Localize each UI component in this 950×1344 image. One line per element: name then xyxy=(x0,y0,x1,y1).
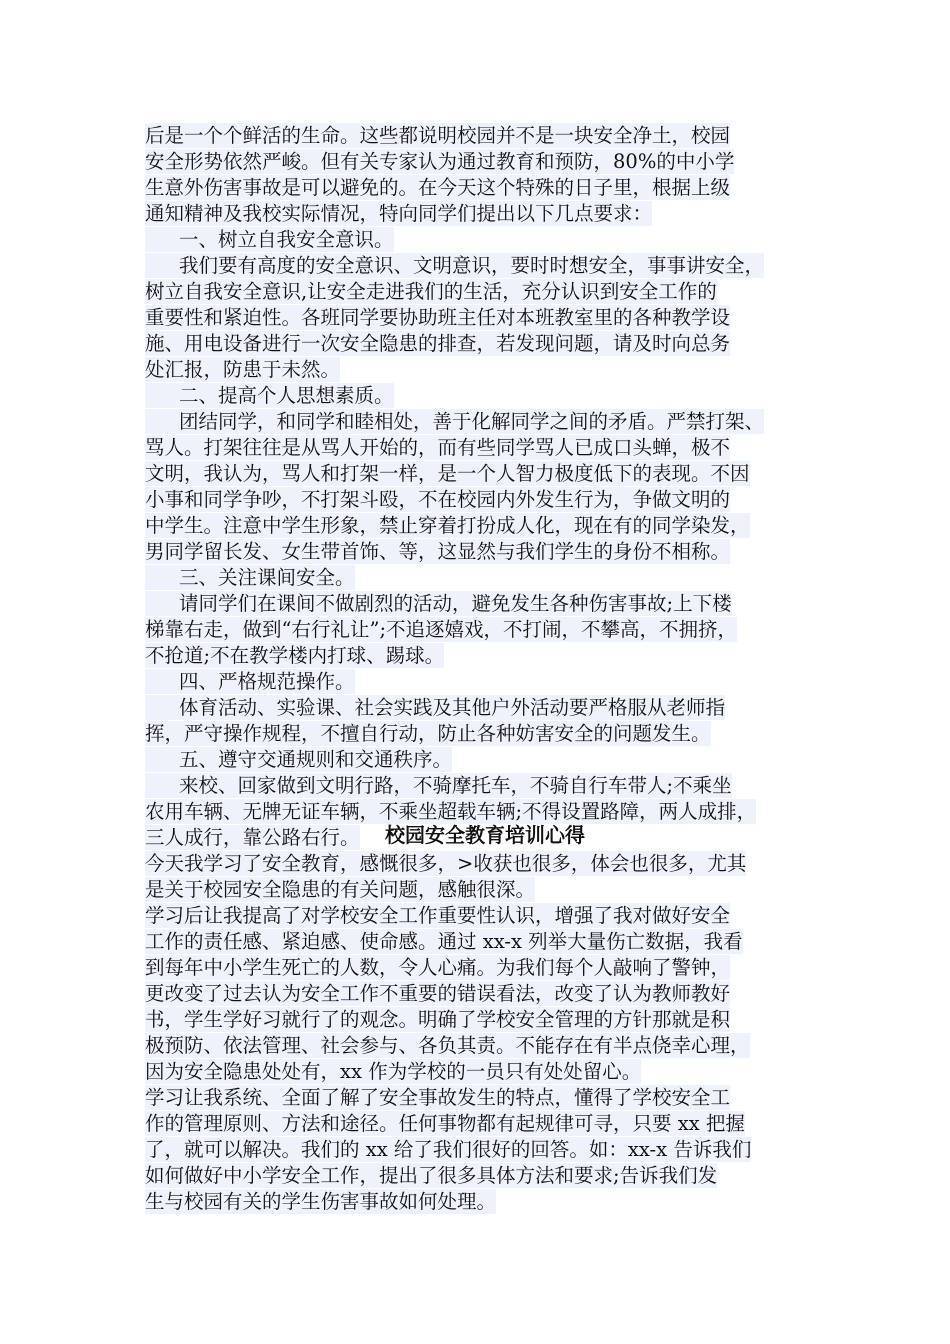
section-heading: 四、严格规范操作。 xyxy=(145,669,355,694)
body-line: 树立自我安全意识,让安全走进我们的生活，充分认识到安全工作的 xyxy=(145,280,717,303)
body-line: 生与校园有关的学生伤害事故如何处理。 xyxy=(145,1190,497,1213)
body-line: 极预防、依法管理、社会参与、各负其责。不能存在有半点侥幸心理， xyxy=(145,1034,750,1057)
body-line: 学习让我系统、全面了解了安全事故发生的特点，懂得了学校安全工 xyxy=(145,1086,731,1109)
body-line: 文明，我认为，骂人和打架一样，是一个人智力极度低下的表现。不因 xyxy=(145,462,750,485)
body-line: 作的管理原则、方法和途径。任何事物都有起规律可寻，只要 xx 把握 xyxy=(145,1112,745,1135)
section-heading: 一、树立自我安全意识。 xyxy=(145,227,394,252)
body-line: 施、用电设备进行一次安全隐患的排查，若发现问题，请及时向总务 xyxy=(145,332,731,355)
body-line: 如何做好中小学安全工作，提出了很多具体方法和要求;告诉我们发 xyxy=(145,1164,718,1187)
body-line: 安全形势依然严峻。但有关专家认为通过教育和预防，80%的中小学 xyxy=(145,150,735,173)
body-line: 工作的责任感、紧迫感、使命感。通过 xx-x 列举大量伤亡数据，我看 xyxy=(145,930,743,953)
section-heading: 二、提高个人思想素质。 xyxy=(145,383,394,408)
section-heading: 三、关注课间安全。 xyxy=(145,565,355,590)
body-line: 来校、回家做到文明行路，不骑摩托车，不骑自行车带人;不乘坐 xyxy=(145,773,732,798)
document-title: 校园安全教育培训心得 xyxy=(385,823,585,847)
body-line: 是关于校园安全隐患的有关问题，感触很深。 xyxy=(145,878,536,901)
body-line: 重要性和紧迫性。各班同学要协助班主任对本班教室里的各种教学设 xyxy=(145,306,731,329)
body-line: 请同学们在课间不做剧烈的活动，避免发生各种伤害事故;上下楼 xyxy=(145,591,732,616)
body-line: 骂人。打架往往是从骂人开始的，而有些同学骂人已成口头蝉，极不 xyxy=(145,436,731,459)
body-line: 书，学生学好习就行了的观念。明确了学校安全管理的方针那就是积 xyxy=(145,1008,731,1031)
body-line: 处汇报，防患于未然。 xyxy=(145,358,341,381)
body-line: 农用车辆、无牌无证车辆，不乘坐超载车辆;不得设置路障，两人成排， xyxy=(145,800,757,823)
body-line: 我们要有高度的安全意识、文明意识，要时时想安全，事事讲安全， xyxy=(145,253,764,278)
section-heading: 五、遵守交通规则和交通秩序。 xyxy=(145,747,452,772)
body-line: 体育活动、实验课、社会实践及其他户外活动要严格服从老师指 xyxy=(145,695,725,720)
body-line: 因为安全隐患处处有，xx 作为学校的一员只有处处留心。 xyxy=(145,1060,642,1083)
body-line: 梯靠右走，做到“右行礼让”;不追逐嬉戏，不打闹，不攀高，不拥挤， xyxy=(145,618,738,641)
body-line: 挥，严守操作规程，不擅自行动，防止各种妨害安全的问题发生。 xyxy=(145,722,711,745)
body-line: 今天我学习了安全教育，感慨很多，>收获也很多，体会也很多，尤其 xyxy=(145,852,747,875)
body-line: 通知精神及我校实际情况，特向同学们提出以下几点要求： xyxy=(145,202,653,225)
body-line: 不抢道;不在教学楼内打球、踢球。 xyxy=(145,644,445,667)
body-line: 团结同学，和同学和睦相处，善于化解同学之间的矛盾。严禁打架、 xyxy=(145,409,764,434)
body-line: 学习后让我提高了对学校安全工作重要性认识，增强了我对做好安全 xyxy=(145,904,731,927)
body-line: 了，就可以解决。我们的 xx 给了我们很好的回答。如：xx-x 告诉我们 xyxy=(145,1138,752,1161)
body-line: 男同学留长发、女生带首饰、等，这显然与我们学生的身份不相称。 xyxy=(145,540,731,563)
body-line: 后是一个个鲜活的生命。这些都说明校园并不是一块安全净土，校园 xyxy=(145,124,731,147)
body-line: 到每年中小学生死亡的人数，令人心痛。为我们每个人敲响了警钟， xyxy=(145,956,731,979)
body-line: 小事和同学争吵，不打架斗殴，不在校园内外发生行为，争做文明的 xyxy=(145,488,731,511)
body-line: 更改变了过去认为安全工作不重要的错误看法，改变了认为教师教好 xyxy=(145,982,731,1005)
body-line: 三人成行，靠公路右行。 xyxy=(145,826,360,849)
body-line: 生意外伤害事故是可以避免的。在今天这个特殊的日子里，根据上级 xyxy=(145,176,731,199)
body-line: 中学生。注意中学生形象，禁止穿着打扮成人化，现在有的同学染发， xyxy=(145,514,750,537)
